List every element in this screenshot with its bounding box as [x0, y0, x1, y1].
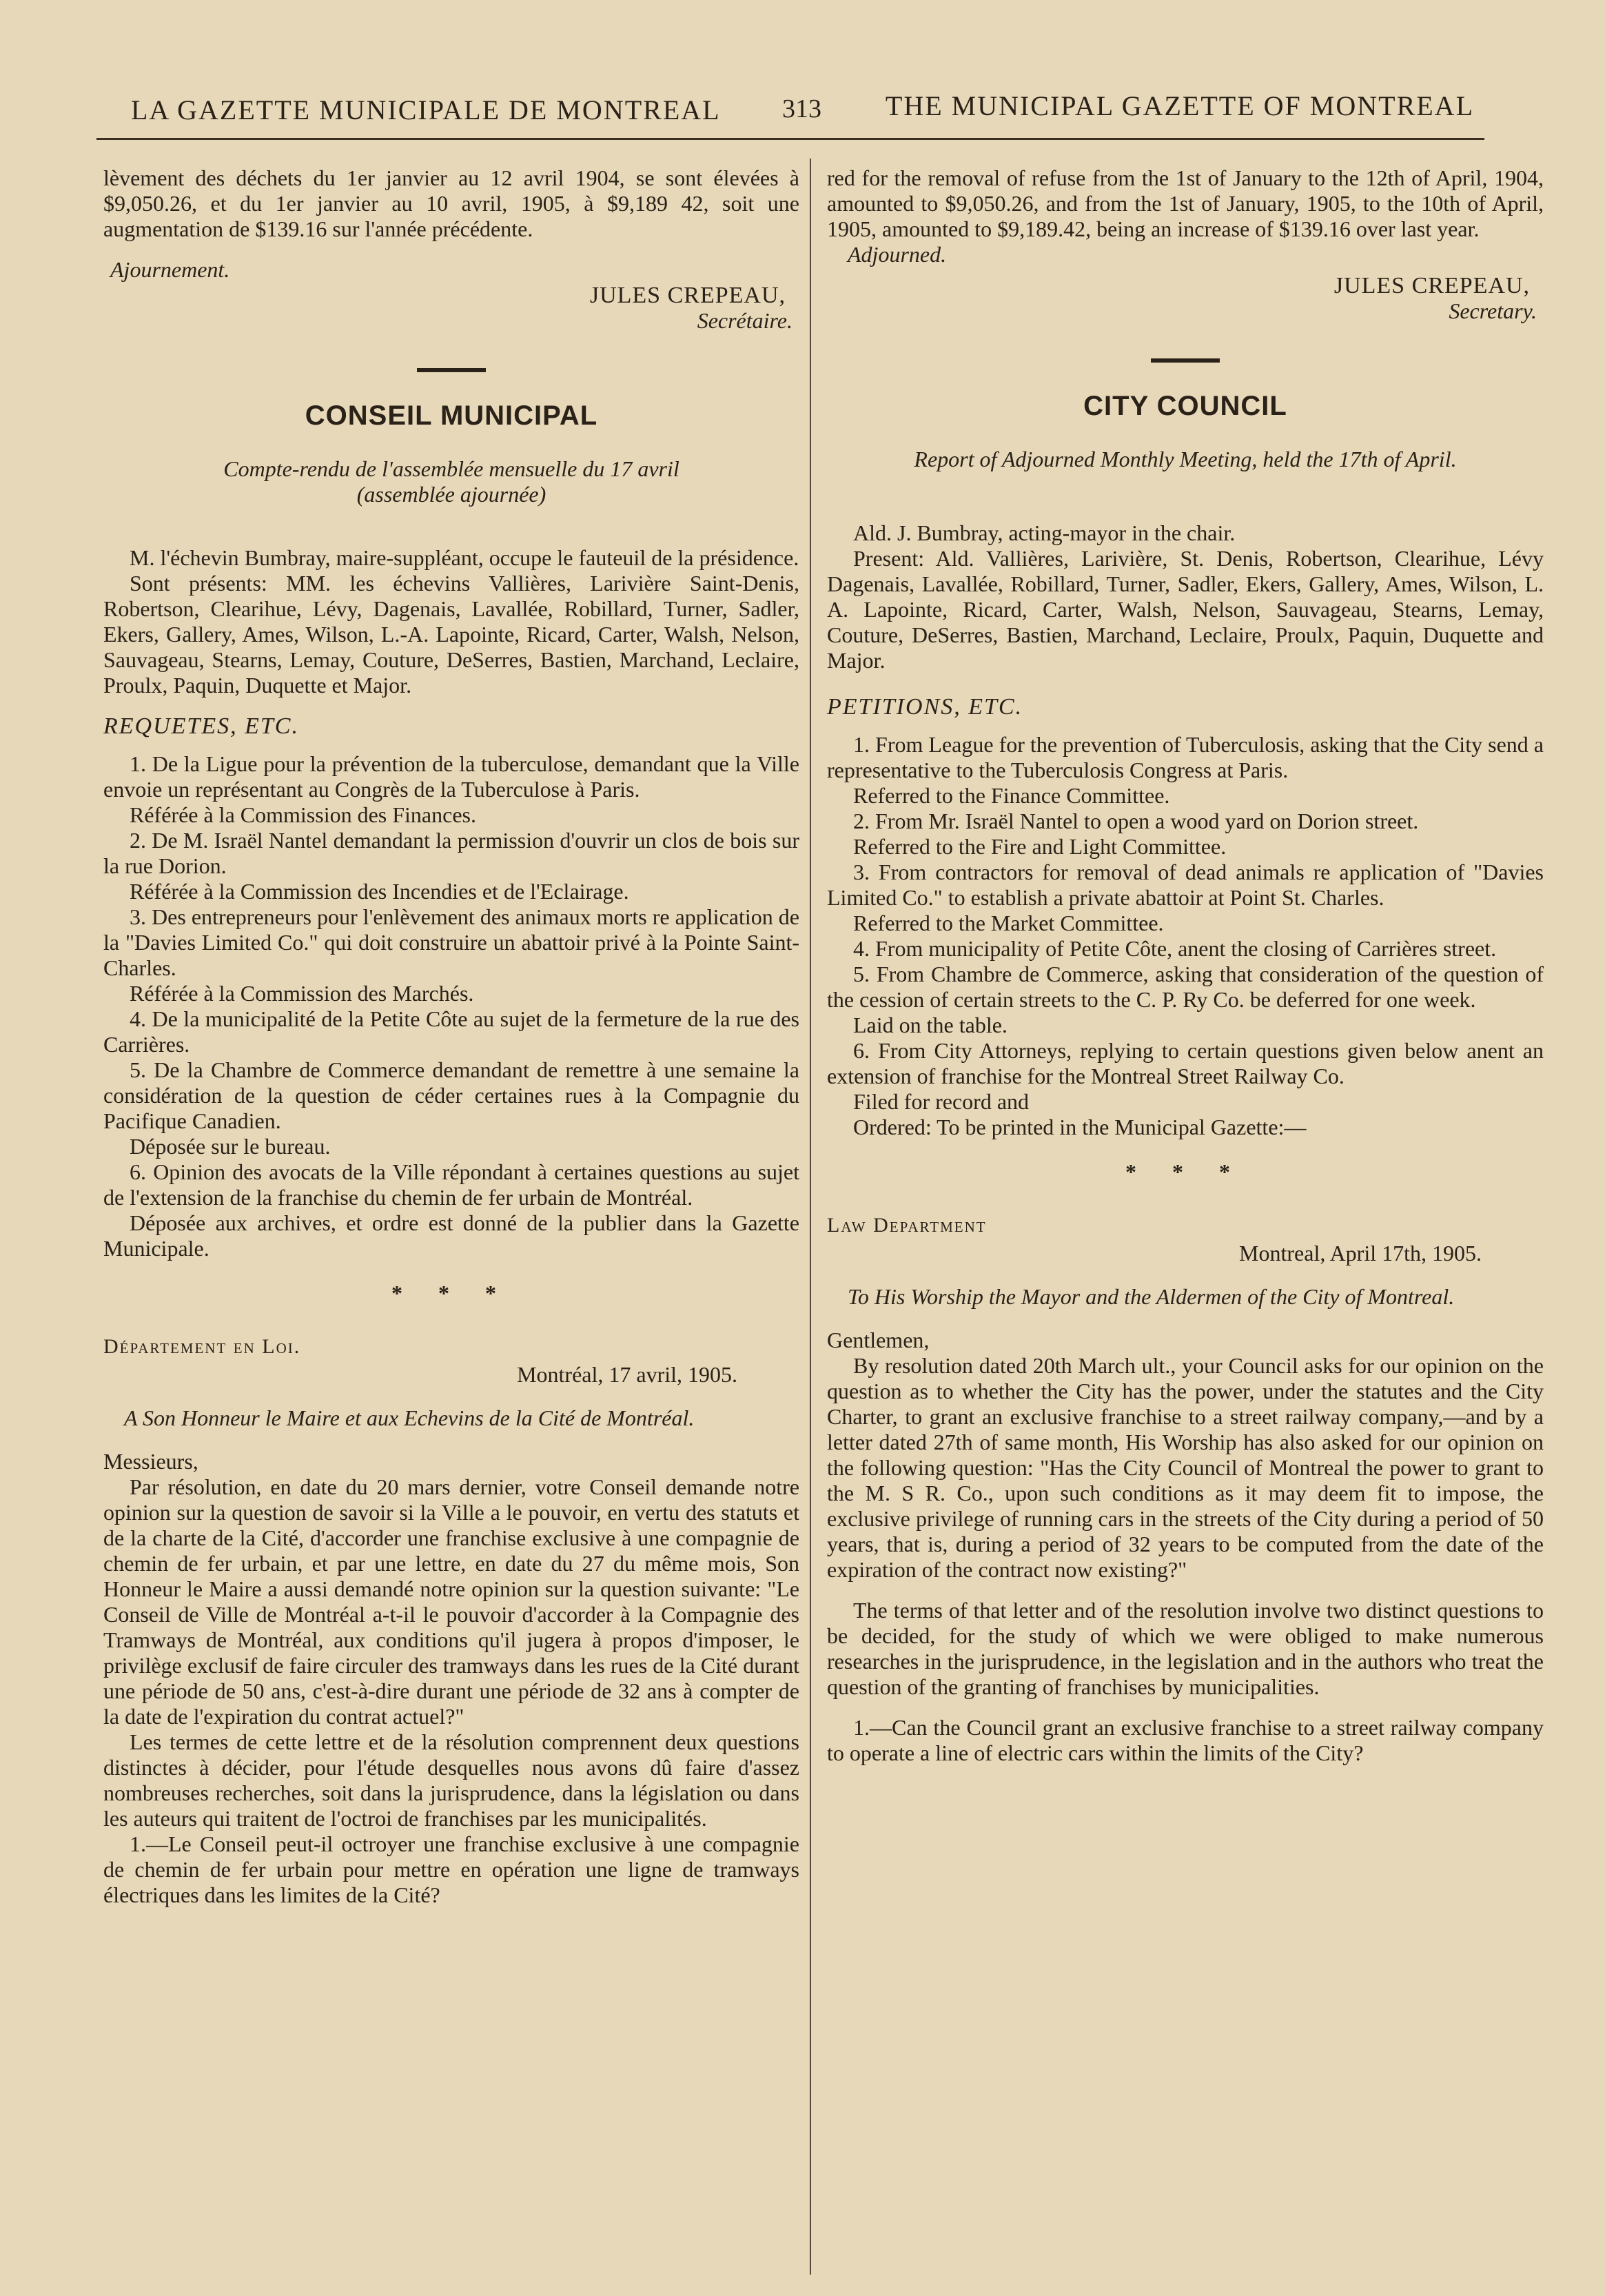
section-stars: * * * — [1125, 1159, 1245, 1184]
letter-dateline: Montreal, April 17th, 1905. — [1239, 1241, 1482, 1266]
letter-body-2: The terms of that letter and of the resolution involve two distinct questions to be decided, for the study of which we were obliged to make numerous researches in the jurisprudence, in the legislation and in the authors who treat the question of the granting of franchises by municipalities. — [827, 1598, 1544, 1699]
meeting-subtitle: Report of Adjourned Monthly Meeting, held the 17th of April. — [914, 447, 1457, 471]
paragraph-gap — [827, 1583, 1544, 1598]
list-item: Référée à la Commission des Finances. — [130, 802, 476, 827]
list-item: 4. De la municipalité de la Petite Côte au sujet de la fermeture de la rue des Carrières. — [103, 1006, 799, 1057]
department-heading: Law Department — [827, 1214, 987, 1237]
subtitle-line-2: (assemblée ajournée) — [356, 482, 546, 507]
header-right-title: THE MUNICIPAL GAZETTE OF MONTREAL — [885, 90, 1474, 121]
page-number: 313 — [782, 94, 821, 123]
intro-paragraph: red for the removal of refuse from the 1st of January to the 12th of April, 1904, amounted to $9,050.26, and from the 1st of January, 1905, to the 10th of April, 1905, amounted to $9,189.42, being an increase of $139.16 over last year. — [827, 165, 1544, 241]
list-item: Referred to the Fire and Light Committee. — [853, 834, 1227, 859]
section-rule — [417, 368, 486, 372]
signature-name: JULES CREPEAU, — [1333, 273, 1530, 298]
list-item: 6. Opinion des avocats de la Ville répondant à certaines questions au sujet de l'extension de la franchise du chemin de fer urbain de Montréal. — [103, 1159, 799, 1210]
letter-body-3: 1.—Le Conseil peut-il octroyer une franchise exclusive à une compagnie de chemin de fer urbain pour mettre en opération une ligne de tramways électriques dans les limites de la Cité? — [103, 1831, 799, 1907]
chair-paragraph: Ald. J. Bumbray, acting-mayor in the chair. — [853, 520, 1236, 545]
present-paragraph: Present: Ald. Vallières, Larivière, St. Denis, Robertson, Clearihue, Lévy Dagenais, Lavallée, Robillard, Turner, Sadler, Ekers, Gallery, Ames, Wilson, L. A. Lapointe, Ricard, Carter, Walsh, Nelson, Sauvageau, Stearns, Lemay, Couture, DeSerres, Bastien, Marchand, Leclaire, Proulx, Paquin, Duquette and Major. — [827, 546, 1544, 673]
letter-salutation: Messieurs, — [103, 1449, 198, 1474]
council-heading: CONSEIL MUNICIPAL — [305, 400, 598, 431]
signature-name: JULES CREPEAU, — [589, 283, 786, 308]
list-item: 1. De la Ligue pour la prévention de la tuberculose, demandant que la Ville envoie un représentant au Congrès de la Tuberculose à Paris. — [103, 751, 799, 802]
subtitle-line-1: Compte-rendu de l'assemblée mensuelle du 17 avril — [223, 456, 679, 481]
petitions-heading: PETITIONS, ETC. — [827, 694, 1023, 720]
page-header — [124, 81, 1474, 136]
list-item: 4. From municipality of Petite Côte, anent the closing of Carrières street. — [853, 936, 1497, 961]
signature-title: Secretary. — [1449, 298, 1537, 323]
list-item: 3. Des entrepreneurs pour l'enlèvement des animaux morts re application de la "Davies Limited Co." qui doit construire un abattoir privé à la Pointe Saint-Charles. — [103, 904, 799, 980]
list-item: 2. De M. Israël Nantel demandant la permission d'ouvrir un clos de bois sur la rue Dorion. — [103, 828, 799, 878]
list-item: Référée à la Commission des Marchés. — [130, 981, 474, 1006]
list-item: Referred to the Finance Committee. — [853, 783, 1170, 808]
section-rule — [1151, 358, 1220, 363]
list-item: Ordered: To be printed in the Municipal Gazette:— — [853, 1115, 1307, 1139]
header-rule — [96, 138, 1484, 140]
list-item: 3. From contractors for removal of dead animals re application of "Davies Limited Co." to establish a private abattoir at Point St. Charles. — [827, 860, 1544, 910]
list-item: 5. De la Chambre de Commerce demandant de remettre à une semaine la considération de la question de céder certaines rues à la Compagnie du Pacifique Canadien. — [103, 1057, 799, 1133]
list-item: Déposée sur le bureau. — [130, 1134, 331, 1159]
paragraph-gap — [827, 1700, 1544, 1715]
letter-body-1: By resolution dated 20th March ult., your Council asks for our opinion on the question as to whether the City has the power, under the statutes and the City Charter, to grant an exclusive franchise to a street railway company,—and by a letter dated 27th of same month, His Worship has also asked for our opinion on the following question: "Has the City Council of Montreal the power to grant to the M. S R. Co., upon such conditions as it may deem fit to impose, the exclusive privilege of running cars in the streets of the City during a period of 50 years, that is, during a period of 32 years to be computed from the date of the expiration of the contract now existing?" — [827, 1353, 1544, 1582]
list-item: Laid on the table. — [853, 1013, 1008, 1037]
department-heading: Département en Loi. — [103, 1335, 301, 1358]
letter-body-3: 1.—Can the Council grant an exclusive franchise to a street railway company to operate a line of electric cars within the limits of the City? — [827, 1715, 1544, 1765]
list-item: 5. From Chambre de Commerce, asking that consideration of the question of the cession of certain streets to the C. P. Ry Co. be deferred for one week. — [827, 962, 1544, 1012]
letter-body-2: Les termes de cette lettre et de la résolution comprennent deux questions distinctes à décider, pour l'étude desquelles nous avons dû faire d'assez nombreuses recherches, soit dans la jurisprudence, dans la législation ou dans les auteurs qui traitent de l'octroi de franchises par les municipalités. — [103, 1729, 799, 1831]
present-paragraph: Sont présents: MM. les échevins Vallières, Larivière Saint-Denis, Robertson, Clearihue, Lévy, Dagenais, Lavallée, Robillard, Turner, Sadler, Ekers, Gallery, Ames, Wilson, L.-A. Lapointe, Ricard, Carter, Walsh, Nelson, Sauvageau, Stearns, Lemay, Couture, DeSerres, Bastien, Marchand, Leclaire, Proulx, Paquin, Duquette et Major. — [103, 571, 799, 698]
chair-paragraph: M. l'échevin Bumbray, maire-suppléant, occupe le fauteuil de la présidence. — [130, 545, 799, 570]
list-item: 6. From City Attorneys, replying to certain questions given below anent an extension of franchise for the Montreal Street Railway Co. — [827, 1038, 1544, 1088]
adjournment: Ajournement. — [110, 257, 230, 282]
adjournment: Adjourned. — [848, 242, 947, 267]
requests-heading: REQUETES, ETC. — [103, 713, 299, 739]
english-column — [827, 165, 1544, 1766]
list-item: Référée à la Commission des Incendies et de l'Eclairage. — [130, 879, 629, 904]
letter-body-1: Par résolution, en date du 20 mars dernier, votre Conseil demande notre opinion sur la question de savoir si la Ville a le pouvoir, en vertu des statuts et de la charte de la Cité, d'accorder une franchise exclusive à une compagnie de chemin de fer urbain, et par une lettre, en date du 27 du même mois, Son Honneur le Maire a aussi demandé notre opinion sur la question suivante: "Le Conseil de Ville de Montréal a-t-il le pouvoir d'accorder à la Compagnie des Tramways de Montréal, aux conditions qu'il jugera à propos d'imposer, le privilège exclusif de faire circuler des tramways dans les rues de la Cité durant une période de 50 ans, c'est-à-dire durant une période de 32 ans à compter de la date de l'expiration du contrat actuel?" — [103, 1474, 799, 1729]
french-column — [103, 165, 799, 1908]
letter-address: To His Worship the Mayor and the Aldermen of the City of Montreal. — [848, 1284, 1455, 1309]
letter-salutation: Gentlemen, — [827, 1328, 930, 1352]
section-stars: * * * — [391, 1281, 511, 1306]
letter-address: A Son Honneur le Maire et aux Echevins de la Cité de Montréal. — [124, 1405, 695, 1430]
signature-title: Secrétaire. — [697, 308, 793, 333]
header-left-title: LA GAZETTE MUNICIPALE DE MONTREAL — [131, 94, 721, 125]
letter-dateline: Montréal, 17 avril, 1905. — [517, 1362, 737, 1387]
list-item: 1. From League for the prevention of Tuberculosis, asking that the City send a representative to the Tuberculosis Congress at Paris. — [827, 732, 1544, 782]
list-item: Déposée aux archives, et ordre est donné de la publier dans la Gazette Municipale. — [103, 1210, 799, 1261]
intro-paragraph: lèvement des déchets du 1er janvier au 12 avril 1904, se sont élevées à $9,050.26, et du 1er janvier au 10 avril, 1905, à $9,189 42, soit une augmentation de $139.16 sur l'année précédente. — [103, 165, 799, 241]
list-item: Referred to the Market Committee. — [853, 911, 1164, 935]
list-item: 2. From Mr. Israël Nantel to open a wood yard on Dorion street. — [853, 809, 1419, 833]
meeting-subtitle — [103, 456, 799, 507]
council-heading: CITY COUNCIL — [1083, 391, 1287, 421]
list-item: Filed for record and — [853, 1089, 1030, 1114]
column-divider — [810, 159, 811, 2275]
